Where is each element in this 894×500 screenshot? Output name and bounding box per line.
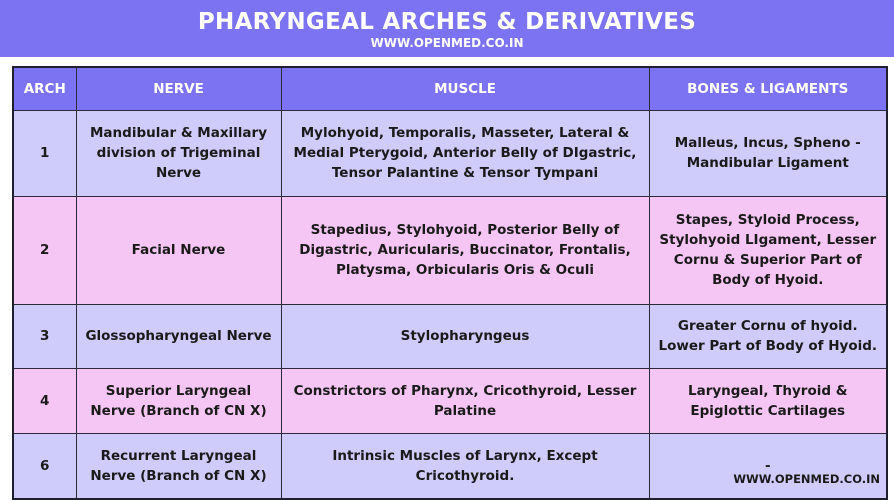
muscle-cell: Mylohyoid, Temporalis, Masseter, Lateral & Medial Pterygoid, Anterior Belly of DIgastric, Tensor Palantine & Tensor Tympani xyxy=(281,110,649,196)
table-row xyxy=(13,368,887,433)
muscle-cell: Stylopharyngeus xyxy=(281,304,649,368)
pharyngeal-arches-table xyxy=(12,66,888,500)
bones-cell: Stapes, Styloid Process, Stylohyoid LIgament, Lesser Cornu & Superior Part of Body of Hyoid. xyxy=(649,196,887,304)
bones-cell: - xyxy=(649,433,887,499)
column-header-arch: ARCH xyxy=(13,67,76,110)
arch-cell: 1 xyxy=(13,110,76,196)
muscle-cell: Constrictors of Pharynx, Cricothyroid, Lesser Palatine xyxy=(281,368,649,433)
table-row xyxy=(13,433,887,499)
column-header-bones: BONES & LIGAMENTS xyxy=(649,67,887,110)
bones-cell: Greater Cornu of hyoid. Lower Part of Body of Hyoid. xyxy=(649,304,887,368)
arch-cell: 3 xyxy=(13,304,76,368)
page-title: PHARYNGEAL ARCHES & DERIVATIVES xyxy=(197,9,697,35)
nerve-cell: Superior Laryngeal Nerve (Branch of CN X) xyxy=(76,368,281,433)
table-row xyxy=(13,304,887,368)
arch-cell: 4 xyxy=(13,368,76,433)
bones-cell: Laryngeal, Thyroid & Epiglottic Cartilages xyxy=(649,368,887,433)
bones-cell: Malleus, Incus, Spheno - Mandibular Ligament xyxy=(649,110,887,196)
nerve-cell: Mandibular & Maxillary division of Trigeminal Nerve xyxy=(76,110,281,196)
table-row xyxy=(13,110,887,196)
table-row xyxy=(13,196,887,304)
arch-cell: 2 xyxy=(13,196,76,304)
watermark-url: WWW.OPENMED.CO.IN xyxy=(733,472,880,486)
site-url: WWW.OPENMED.CO.IN xyxy=(370,36,524,50)
muscle-cell: Intrinsic Muscles of Larynx, Except Cricothyroid. xyxy=(281,433,649,499)
muscle-cell: Stapedius, Stylohyoid, Posterior Belly of Digastric, Auricularis, Buccinator, Frontalis, Platysma, Orbicularis Oris & Oculi xyxy=(281,196,649,304)
nerve-cell: Glossopharyngeal Nerve xyxy=(76,304,281,368)
nerve-cell: Recurrent Laryngeal Nerve (Branch of CN X) xyxy=(76,433,281,499)
arch-cell: 6 xyxy=(13,433,76,499)
title-banner xyxy=(0,0,894,57)
nerve-cell: Facial Nerve xyxy=(76,196,281,304)
column-header-muscle: MUSCLE xyxy=(281,67,649,110)
column-header-nerve: NERVE xyxy=(76,67,281,110)
table-header-row xyxy=(13,67,887,110)
